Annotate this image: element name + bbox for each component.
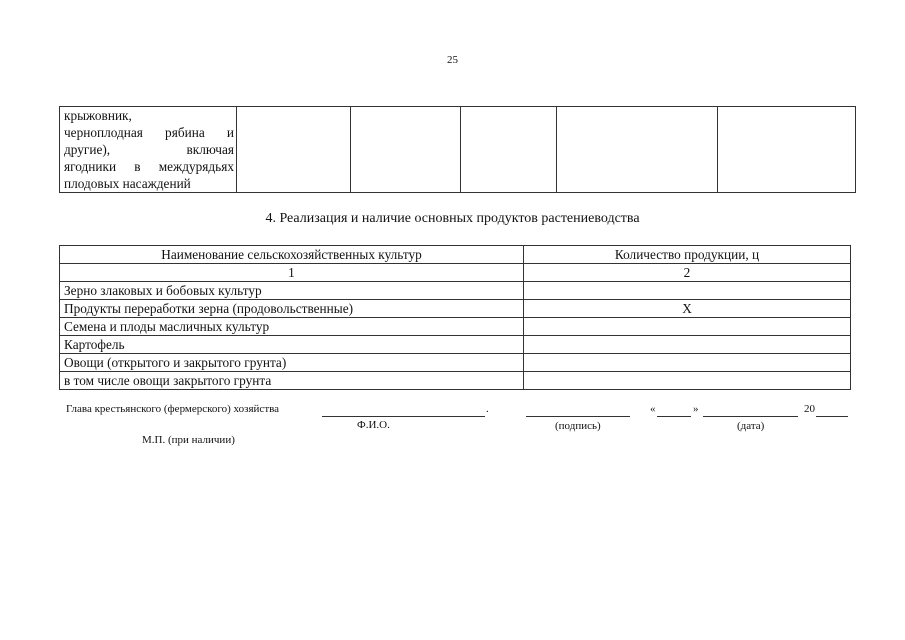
crop-name: Зерно злаковых и бобовых культур: [60, 282, 524, 300]
quantity-cell[interactable]: [524, 336, 851, 354]
crop-products-table: [59, 245, 851, 390]
table-row: [60, 300, 851, 318]
column-number: 1: [60, 264, 524, 282]
column-number-row: [60, 264, 851, 282]
fio-caption: Ф.И.О.: [357, 419, 390, 431]
page-number: 25: [447, 54, 458, 66]
crop-line: крыжовник,: [64, 108, 132, 123]
empty-cell[interactable]: [351, 107, 461, 193]
date-caption: (дата): [737, 420, 765, 432]
table-row: [60, 372, 851, 390]
signature-caption: (подпись): [555, 420, 601, 432]
head-of-farm-label: Глава крестьянского (фермерского) хозяйства: [66, 403, 280, 415]
crop-line: другие), включая: [64, 142, 234, 157]
period: .: [486, 403, 489, 415]
year-line[interactable]: [816, 416, 848, 417]
quote-open: «: [650, 403, 656, 415]
year-prefix: 20: [804, 403, 815, 415]
table-row: [60, 282, 851, 300]
quote-close: »: [693, 403, 699, 415]
crop-name: Семена и плоды масличных культур: [60, 318, 524, 336]
header-crop-name: Наименование сельскохозяйственных культур: [60, 246, 524, 264]
crop-description-cell: [60, 107, 237, 193]
stamp-label: М.П. (при наличии): [142, 434, 235, 446]
table-row: [60, 318, 851, 336]
empty-cell[interactable]: [718, 107, 856, 193]
fio-line[interactable]: [322, 416, 485, 417]
table-row: [60, 336, 851, 354]
quantity-cell[interactable]: [524, 372, 851, 390]
quantity-cell: X: [524, 300, 851, 318]
crop-line: плодовых насаждений: [64, 176, 191, 191]
header-quantity: Количество продукции, ц: [524, 246, 851, 264]
quantity-cell[interactable]: [524, 354, 851, 372]
day-line[interactable]: [657, 416, 691, 417]
signature-line[interactable]: [526, 416, 630, 417]
quantity-cell[interactable]: [524, 318, 851, 336]
header-row: [60, 246, 851, 264]
crop-line: ягодники в междурядьях: [64, 159, 234, 174]
empty-cell[interactable]: [461, 107, 557, 193]
section-title: 4. Реализация и наличие основных продуктов растениеводства: [265, 211, 640, 226]
empty-cell[interactable]: [557, 107, 718, 193]
continuation-table: [59, 106, 856, 193]
crop-name: Картофель: [60, 336, 524, 354]
crop-name: Продукты переработки зерна (продовольственные): [60, 300, 524, 318]
table-row: [60, 354, 851, 372]
quantity-cell[interactable]: [524, 282, 851, 300]
crop-name: в том числе овощи закрытого грунта: [60, 372, 524, 390]
crop-line: черноплодная рябина и: [64, 125, 234, 140]
column-number: 2: [524, 264, 851, 282]
crop-name: Овощи (открытого и закрытого грунта): [60, 354, 524, 372]
empty-cell[interactable]: [237, 107, 351, 193]
month-line[interactable]: [703, 416, 798, 417]
